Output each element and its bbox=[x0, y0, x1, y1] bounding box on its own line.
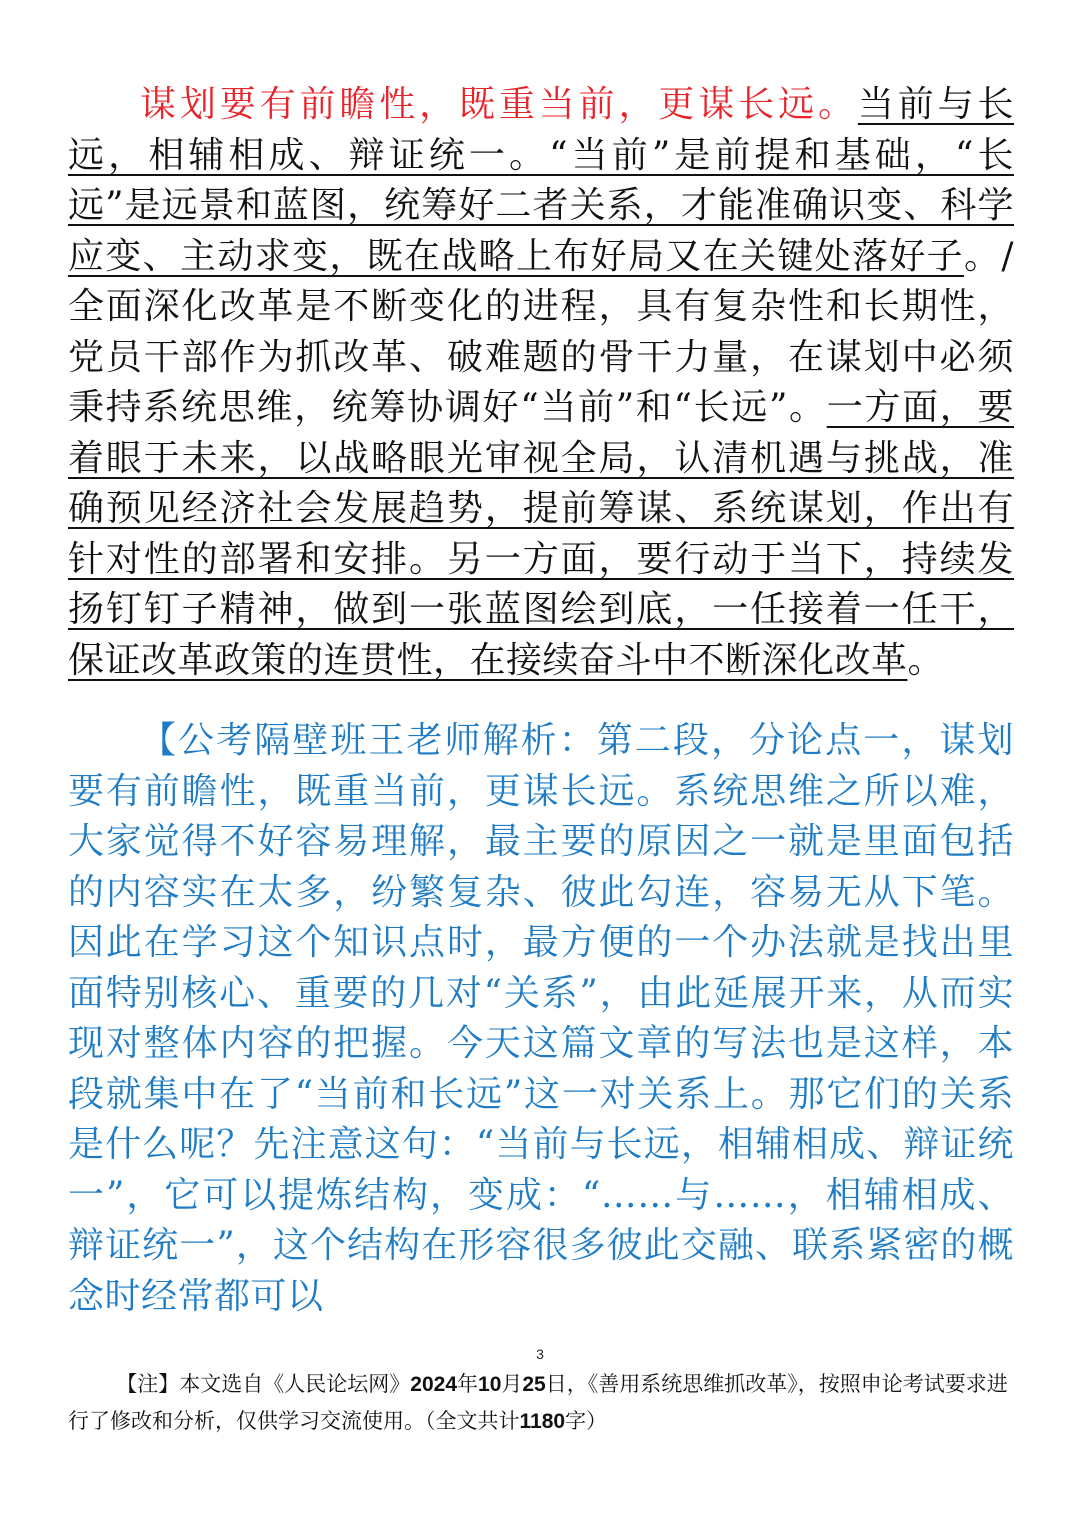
footnote-day: 25 bbox=[522, 1373, 546, 1396]
footnote-text: 日，《善用系统思维抓改革》，按照申论考试要求进行了修改和分析，仅供学习交流使用。（全文共计 bbox=[68, 1372, 1008, 1433]
body-paragraph bbox=[68, 80, 1014, 686]
underlined-sentence: 一方面，要着眼于未来，以战略眼光审视全局，认清机遇与挑战，准确预见经济社会发展趋势，提前筹谋、系统谋划，作出有针对性的部署和安排。另一方面，要行动于当下，持续发扬钉钉子精神，做到一张蓝图绘到底，一任接着一任干，保证改革政策的连贯性，在接续奋斗中不断深化改革 bbox=[68, 387, 1014, 681]
underlined-sentence: 当前与长远，相辅相成、辩证统一 bbox=[68, 84, 1014, 176]
footnote-count: 1180 bbox=[519, 1410, 566, 1433]
body-text: 。/ 全面深化改革是不断变化的进程，具有复杂性和长期性，党员干部作为抓改革、破难题的骨干力量，在谋划中必须秉持系统思维，统筹协调好“当前”和“长远”。 bbox=[68, 235, 1014, 428]
footnote-month: 10 bbox=[478, 1373, 502, 1396]
analysis-paragraph: 【公考隔壁班王老师解析：第二段，分论点一，谋划要有前瞻性，既重当前，更谋长远。系统思维之所以难，大家觉得不好容易理解，最主要的原因之一就是里面包括的内容实在太多，纷繁复杂、彼此勾连，容易无从下笔。因此在学习这个知识点时，最方便的一个办法就是找出里面特别核心、重要的几对“关系”，由此延展开来，从而实现对整体内容的把握。今天这篇文章的写法也是这样，本段就集中在了“当前和长远”这一对关系上。那它们的关系是什么呢？先注意这句：“当前与长远，相辅相成、辩证统一”，它可以提炼结构，变成：“……与……，相辅相成、辩证统一”，这个结构在形容很多彼此交融、联系紧密的概念时经常都可以 bbox=[68, 720, 1014, 1317]
footnote-year: 2024 bbox=[410, 1373, 458, 1396]
body-text: 。 bbox=[907, 639, 945, 681]
footnote-text: 字） bbox=[565, 1409, 608, 1433]
body-text: 。“当前”是前提和基础，“长远”是远景和蓝图，统筹好二者关系，才能准确识变、科学应变、主动求变，既在战略上布好局又在关键处落好子 bbox=[68, 134, 1014, 277]
footnote-text: 【注】本文选自《人民论坛网》 bbox=[116, 1372, 411, 1396]
footnote-text: 年 bbox=[457, 1372, 479, 1396]
footnote-text: 月 bbox=[501, 1372, 523, 1396]
paragraph-heading: 谋划要有前瞻性，既重当前，更谋长远。 bbox=[140, 84, 858, 125]
footnote bbox=[68, 1366, 1014, 1440]
page-number: 3 bbox=[536, 1346, 544, 1362]
